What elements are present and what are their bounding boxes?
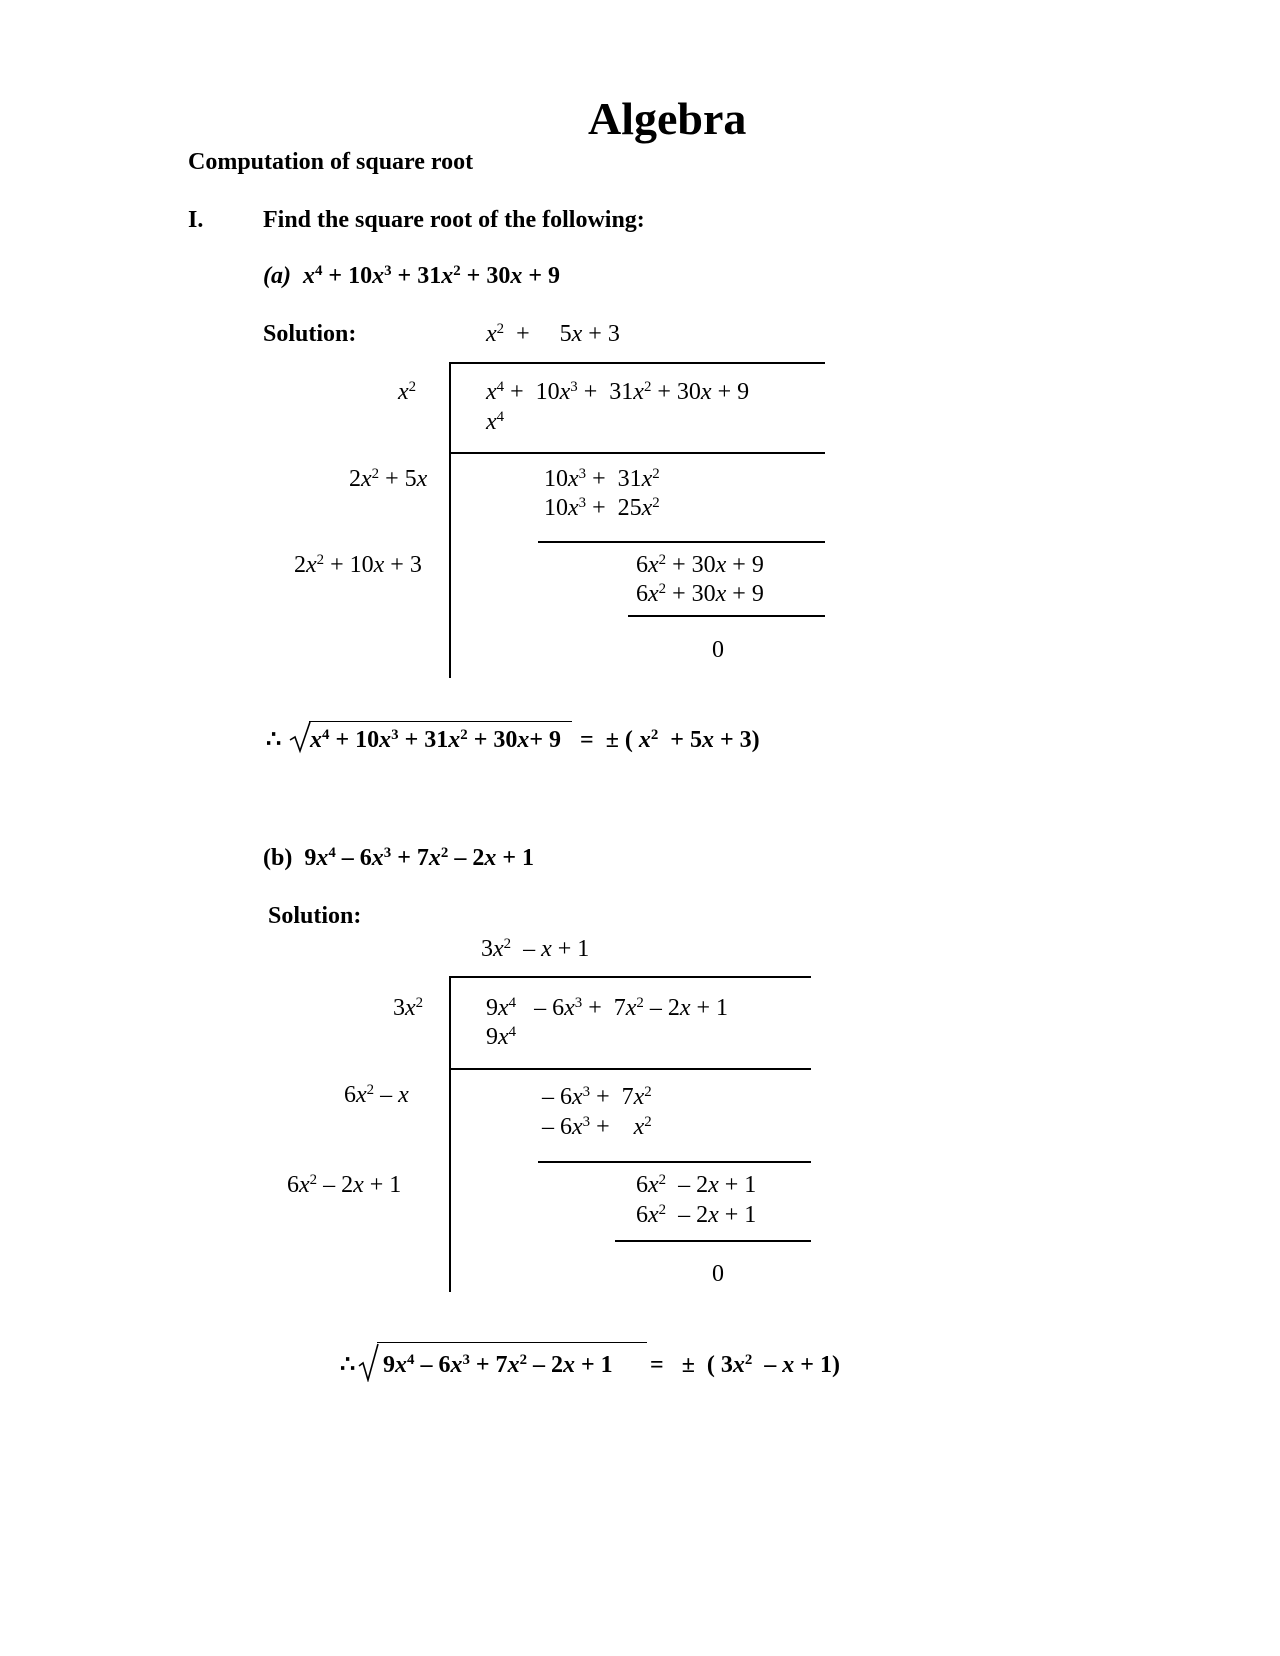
radicand-b: $9x^4 - 6x^3 + 7x^2 - 2x + 1$ xyxy=(383,1351,613,1378)
zero-remainder-b: 0 xyxy=(712,1261,724,1287)
dividend-b: $9x^4 - 6x^3 + 7x^2 - 2x + 1$ xyxy=(486,994,729,1021)
division-line-b-2 xyxy=(538,1161,811,1163)
remainder-b-2: $6x^2 - 2x + 1$ xyxy=(636,1171,757,1198)
radical-sign-a xyxy=(288,720,312,754)
problem-a: (a) $x^4 + 10x^3 + 31x^2 + 30x + 9$ xyxy=(263,262,561,289)
radical-bar-b xyxy=(377,1342,647,1343)
subtract-b-1: $9x^4$ xyxy=(486,1023,517,1050)
section-heading: Computation of square root xyxy=(188,149,474,175)
division-vertical-line-a xyxy=(449,362,451,678)
division-top-line-b xyxy=(449,976,811,978)
subtract-a-1: $x^4$ xyxy=(486,408,505,435)
answer-a: = ± ( $x^2 + 5x + 3$) xyxy=(580,726,760,753)
solution-label-b: Solution: xyxy=(268,903,362,929)
remainder-a-1: $10x^3 + 31x^2$ xyxy=(544,465,660,492)
division-line-a-3 xyxy=(628,615,825,617)
problem-b-label: (b) xyxy=(263,845,293,871)
remainder-b-1: – $6x^3 + 7x^2$ xyxy=(542,1083,652,1110)
divisor-b-1: $3x^2$ xyxy=(393,994,424,1021)
quotient-b: $3x^2 - x + 1$ xyxy=(481,935,590,962)
divisor-a-3: $2x^2 + 10x + 3$ xyxy=(294,551,422,578)
subtract-b-2: – $6x^3$ + $x^2$ xyxy=(542,1113,652,1140)
dividend-a: $x^4 + 10x^3 + 31x^2 + 30x + 9$ xyxy=(486,378,750,405)
result-a xyxy=(266,728,281,752)
division-line-a-1 xyxy=(449,452,825,454)
therefore-symbol-b: ∴ xyxy=(340,1352,356,1378)
roman-numeral: I. xyxy=(188,207,204,233)
division-line-b-3 xyxy=(615,1240,811,1242)
result-b xyxy=(340,1353,355,1377)
divisor-a-2: $2x^2 + 5x$ xyxy=(349,465,428,492)
page-title: Algebra xyxy=(588,93,747,144)
divisor-b-2: $6x^2$ – x xyxy=(344,1081,409,1108)
divisor-b-3: $6x^2 - 2x + 1$ xyxy=(287,1171,402,1198)
radical-sign-b xyxy=(358,1342,380,1382)
subtract-a-3: $6x^2 + 30x + 9$ xyxy=(636,580,764,607)
problem-b: (b) $9x^4 - 6x^3 + 7x^2 - 2x + 1$ xyxy=(263,844,535,871)
radicand-a: $x^4 + 10x^3 + 31x^2 + 30x+ 9$ xyxy=(310,726,562,753)
solution-label-a: Solution: xyxy=(263,321,357,347)
quotient-a: $x^2$ + 5x + 3 xyxy=(486,320,620,347)
remainder-a-2: $6x^2 + 30x + 9$ xyxy=(636,551,764,578)
division-line-a-2 xyxy=(538,541,825,543)
therefore-symbol-a: ∴ xyxy=(266,727,282,753)
subtract-a-2: $10x^3 + 25x^2$ xyxy=(544,494,660,521)
division-top-line-a xyxy=(449,362,825,364)
division-vertical-line-b xyxy=(449,976,451,1292)
radical-bar-a xyxy=(309,721,572,722)
answer-b: = ± ( $3x^2 - x + 1$) xyxy=(650,1351,840,1378)
problem-a-label: (a) xyxy=(263,263,291,289)
divisor-a-1: $x^2$ xyxy=(398,378,417,405)
subtract-b-3: $6x^2 - 2x + 1$ xyxy=(636,1201,757,1228)
instruction: Find the square root of the following: xyxy=(263,207,645,233)
division-line-b-1 xyxy=(449,1068,811,1070)
zero-remainder-a: 0 xyxy=(712,637,724,663)
